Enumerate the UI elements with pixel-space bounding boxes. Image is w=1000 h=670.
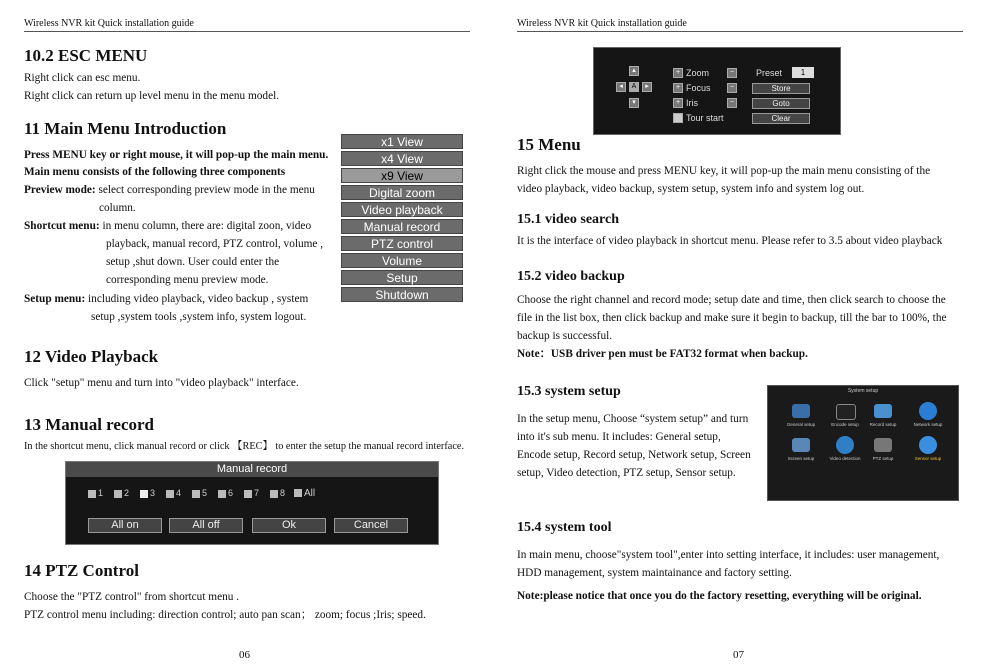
header-rule-right (517, 31, 963, 32)
checkbox-box (192, 490, 200, 498)
channel-5-label: 5 (202, 488, 208, 498)
menu-shutdown[interactable]: Shutdown (341, 287, 463, 302)
menu-text-1: Right click the mouse and press MENU key, it will pop-up the main menu consisting of the (517, 165, 931, 177)
goto-button[interactable]: Goto (752, 98, 810, 109)
menu-volume[interactable]: Volume (341, 253, 463, 268)
menu-x1-view[interactable]: x1 View (341, 134, 463, 149)
iris-label: Iris (686, 98, 698, 108)
page-header-left: Wireless NVR kit Quick installation guide (24, 18, 194, 29)
shortcut-line-3: setup ,shut down. User could enter the (106, 256, 280, 268)
system-tool-text-1: In main menu, choose"system tool",enter into setting interface, it includes: user management, (517, 549, 940, 561)
menu-digital-zoom[interactable]: Digital zoom (341, 185, 463, 200)
checkbox-box (114, 490, 122, 498)
system-setup-screenshot (767, 385, 959, 501)
tour-start-checkbox[interactable] (673, 113, 683, 123)
ptz-panel-screenshot (593, 47, 841, 135)
channel-8-checkbox[interactable] (270, 488, 285, 498)
menu-ptz-control[interactable]: PTZ control (341, 236, 463, 251)
checkbox-box (88, 490, 96, 498)
backup-text-1: Choose the right channel and record mode; setup date and time, then click search to choose the (517, 294, 946, 306)
tour-start-label: Tour start (686, 113, 724, 123)
record-setup-icon[interactable] (874, 404, 892, 418)
shortcut-line-2: playback, manual record, PTZ control, volume , (106, 238, 324, 250)
video-detection-icon[interactable] (836, 436, 854, 454)
all-off-button[interactable]: All off (169, 518, 243, 533)
channel-7-checkbox[interactable] (244, 488, 259, 498)
video-search-text: It is the interface of video playback in shortcut menu. Please refer to 3.5 about video playback (517, 235, 943, 247)
channel-6-checkbox[interactable] (218, 488, 233, 498)
system-setup-text-4: setup, Video detection, PTZ setup, Sensor setup. (517, 467, 736, 479)
channel-1-label: 1 (98, 488, 104, 498)
heading-12: 12 Video Playback (24, 347, 159, 366)
manual-record-title: Manual record (66, 462, 438, 477)
zoom-label: Zoom (686, 68, 710, 78)
system-setup-text-3: Encode setup, Record setup, Network setup, Screen (517, 449, 751, 461)
encode-setup-icon[interactable] (836, 404, 856, 420)
sensor-setup-label: Sensor setup (914, 456, 942, 461)
down-arrow-icon[interactable]: ▾ (629, 98, 639, 108)
checkbox-box (166, 490, 174, 498)
page-header-right: Wireless NVR kit Quick installation guide (517, 18, 687, 29)
system-setup-title: System setup (847, 388, 879, 394)
manual-record-dialog (65, 461, 439, 545)
menu-x4-view[interactable]: x4 View (341, 151, 463, 166)
channel-1-checkbox[interactable] (88, 488, 103, 498)
general-setup-label: General setup (786, 422, 816, 427)
network-setup-label: Network setup (913, 422, 943, 427)
ok-button[interactable]: Ok (252, 518, 326, 533)
note-label: Note： (517, 348, 551, 360)
heading-15-3: 15.3 system setup (517, 384, 621, 399)
checkbox-box (270, 490, 278, 498)
channel-6-label: 6 (228, 488, 234, 498)
auto-scan-button[interactable]: A (629, 82, 639, 92)
menu-video-playback[interactable]: Video playback (341, 202, 463, 217)
encode-setup-label: Encode setup (831, 422, 859, 427)
sensor-setup-icon[interactable] (919, 436, 937, 454)
checkbox-box (140, 490, 148, 498)
shortcut-menu-label: Shortcut menu: (24, 220, 100, 232)
checkbox-box (244, 490, 252, 498)
iris-minus-icon[interactable]: − (727, 98, 737, 108)
channel-4-checkbox[interactable] (166, 488, 181, 498)
menu-setup[interactable]: Setup (341, 270, 463, 285)
channel-2-checkbox[interactable] (114, 488, 129, 498)
esc-line-2: Right click can return up level menu in the menu model. (24, 90, 280, 102)
heading-15: 15 Menu (517, 135, 581, 154)
esc-line-1: Right click can esc menu. (24, 72, 141, 84)
checkbox-box (218, 490, 226, 498)
channel-3-checkbox[interactable] (140, 488, 155, 498)
preview-mode-text-2: column. (99, 202, 136, 214)
ptz-setup-icon[interactable] (874, 438, 892, 452)
heading-11: 11 Main Menu Introduction (24, 119, 227, 138)
page-number-left: 06 (239, 649, 250, 661)
general-setup-icon[interactable] (792, 404, 810, 418)
video-playback-text: Click "setup" menu and turn into "video playback" interface. (24, 377, 299, 389)
setup-menu-label: Setup menu: (24, 293, 86, 305)
heading-15-2: 15.2 video backup (517, 269, 625, 284)
header-rule-left (24, 31, 470, 32)
preview-mode-line (24, 181, 315, 199)
channel-7-label: 7 (254, 488, 260, 498)
left-arrow-icon[interactable]: ◂ (616, 82, 626, 92)
main-menu-bold-1: Press MENU key or right mouse, it will pop-up the main menu. (24, 149, 329, 161)
screen-setup-icon[interactable] (792, 438, 810, 452)
system-setup-text-1: In the setup menu, Choose “system setup” and turn (517, 413, 749, 425)
ptz-setup-label: PTZ setup (872, 456, 894, 461)
preview-mode-label: Preview mode: (24, 184, 96, 196)
note-text: USB driver pen must be FAT32 format when backup. (550, 348, 808, 360)
channel-3-label: 3 (150, 488, 156, 498)
heading-10-2: 10.2 ESC MENU (24, 46, 148, 65)
network-setup-icon[interactable] (919, 402, 937, 420)
heading-15-1: 15.1 video search (517, 212, 620, 227)
page-number-right: 07 (733, 649, 744, 661)
store-button[interactable]: Store (752, 83, 810, 94)
zoom-plus-icon[interactable]: + (673, 68, 683, 78)
iris-plus-icon[interactable]: + (673, 98, 683, 108)
video-detection-label: Video detection (829, 456, 861, 461)
up-arrow-icon[interactable]: ▴ (629, 66, 639, 76)
shortcut-menu-text: in menu column, there are: digital zoon, video (102, 220, 312, 232)
factory-reset-note: Note:please notice that once you do the factory resetting, everything will be original. (517, 590, 922, 602)
setup-menu-line (24, 290, 308, 308)
menu-text-2: video playback, video backup, system setup, system info and system log out. (517, 183, 865, 195)
channel-8-label: 8 (280, 488, 286, 498)
menu-x9-view[interactable]: x9 View (341, 168, 463, 183)
zoom-minus-icon[interactable]: − (727, 68, 737, 78)
main-menu-bold-2: Main menu consists of the following three components (24, 166, 286, 178)
ptz-text-1: Choose the "PTZ control" from shortcut menu . (24, 591, 240, 603)
focus-plus-icon[interactable]: + (673, 83, 683, 93)
heading-13: 13 Manual record (24, 415, 155, 434)
focus-label: Focus (686, 83, 711, 93)
checkbox-box (294, 489, 302, 497)
preview-menu-screenshot (341, 134, 463, 304)
channel-all-label: All (304, 488, 316, 499)
preset-input[interactable]: 1 (792, 67, 814, 78)
system-setup-text-2: into it's sub menu. It includes: General setup, (517, 431, 721, 443)
channel-2-label: 2 (124, 488, 130, 498)
screen-setup-label: Screen setup (787, 456, 815, 461)
backup-note (517, 345, 808, 363)
setup-menu-text: including video playback, video backup , system (88, 293, 309, 305)
backup-text-2: file in the list box, then click backup and make sure it begin to backup, till the bar to 100%, the (517, 312, 947, 324)
manual-record-text: In the shortcut menu, click manual record or click 【REC】 to enter the setup the manual record interface. (24, 441, 465, 452)
preview-mode-text: select corresponding preview mode in the menu (98, 184, 315, 196)
focus-minus-icon[interactable]: − (727, 83, 737, 93)
clear-button[interactable]: Clear (752, 113, 810, 124)
shortcut-line-4: corresponding menu preview mode. (106, 274, 269, 286)
preset-label: Preset (756, 68, 783, 78)
channel-4-label: 4 (176, 488, 182, 498)
shortcut-menu-line (24, 217, 311, 235)
all-on-button[interactable]: All on (88, 518, 162, 533)
cancel-button[interactable]: Cancel (334, 518, 408, 533)
system-tool-text-2: HDD management, system maintainance and factory setting. (517, 567, 792, 579)
channel-all-checkbox[interactable] (294, 488, 315, 499)
menu-manual-record[interactable]: Manual record (341, 219, 463, 234)
ptz-text-2: PTZ control menu including: direction control; auto pan scan； zoom; focus ;Iris; speed. (24, 609, 426, 621)
backup-text-3: backup is successful. (517, 330, 613, 342)
heading-14: 14 PTZ Control (24, 561, 139, 580)
channel-5-checkbox[interactable] (192, 488, 207, 498)
heading-15-4: 15.4 system tool (517, 520, 612, 535)
setup-menu-text-2: setup ,system tools ,system info, system logout. (91, 311, 307, 323)
record-setup-label: Record setup (869, 422, 897, 427)
right-arrow-icon[interactable]: ▸ (642, 82, 652, 92)
